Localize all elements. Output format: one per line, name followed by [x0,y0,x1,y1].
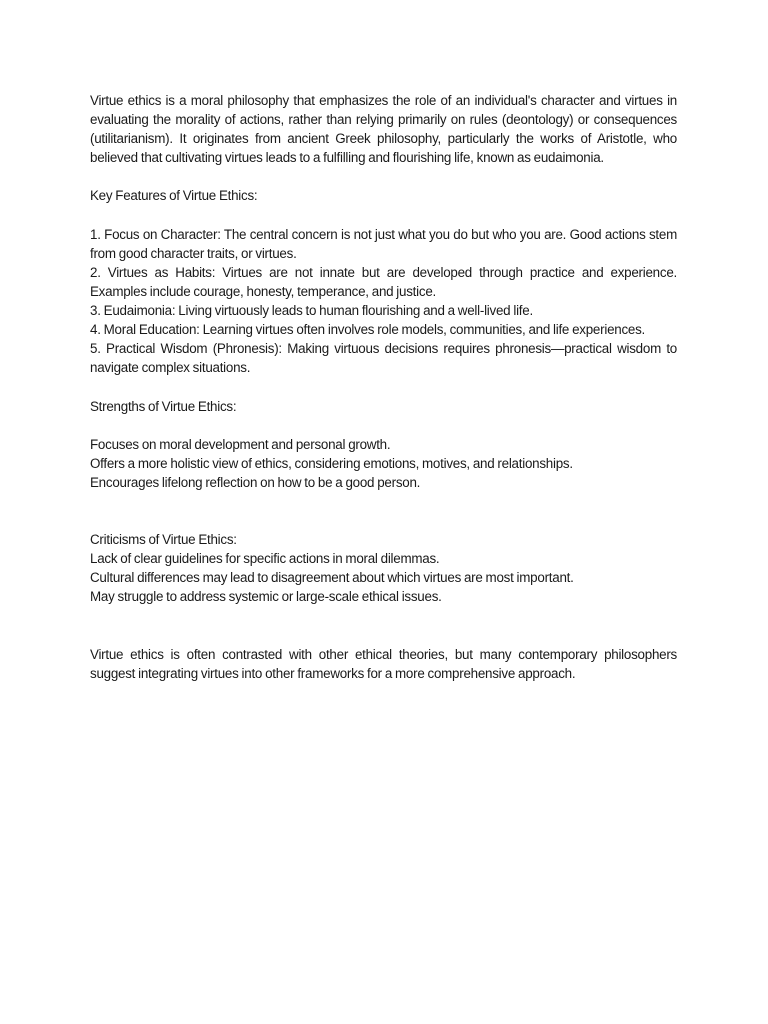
key-feature-item-3: 3. Eudaimonia: Living virtuously leads to human flourishing and a well-lived life. [90,303,533,319]
strength-item-2: Offers a more holistic view of ethics, considering emotions, motives, and relationships. [90,455,573,471]
key-feature-item-5: 5. Practical Wisdom (Phronesis): Making virtuous decisions requires phronesis—practical wisdom to navigate complex situations. [90,341,677,376]
strengths-heading: Strengths of Virtue Ethics: [90,398,237,414]
criticism-item-3: May struggle to address systemic or large-scale ethical issues. [90,589,442,605]
key-feature-item-1: 1. Focus on Character: The central concern is not just what you do but who you are. Good actions stem from good character traits, or virtues. [90,226,677,261]
strength-item-1: Focuses on moral development and personal growth. [90,436,391,452]
criticism-item-1: Lack of clear guidelines for specific actions in moral dilemmas. [90,551,440,567]
spacer [90,626,677,645]
intro-paragraph: Virtue ethics is a moral philosophy that emphasizes the role of an individual's character and virtues in evaluating the morality of actions, rather than relying primarily on rules (deontology) or consequences (utilitarianism). It originates from ancient Greek philosophy, particularly the works of Aristotle, who believed that cultivating virtues leads to a fulfilling and flourishing life, known as eudaimonia. [90,93,677,166]
spacer [90,167,677,186]
key-feature-item-4: 4. Moral Education: Learning virtues often involves role models, communities, and life experiences. [90,322,646,338]
document-body [90,91,677,683]
key-features-heading: Key Features of Virtue Ethics: [90,188,258,204]
strength-item-3: Encourages lifelong reflection on how to be a good person. [90,474,421,490]
spacer [90,607,677,626]
conclusion-paragraph: Virtue ethics is often contrasted with other ethical theories, but many contemporary philosophers suggest integrating virtues into other frameworks for a more comprehensive approach. [90,646,677,681]
spacer [90,492,677,511]
key-feature-item-2: 2. Virtues as Habits: Virtues are not innate but are developed through practice and experience. Examples include courage, honesty, temperance, and justice. [90,264,677,299]
criticisms-heading: Criticisms of Virtue Ethics: [90,532,237,548]
criticism-item-2: Cultural differences may lead to disagreement about which virtues are most important. [90,570,574,586]
spacer [90,416,677,435]
spacer [90,511,677,530]
spacer [90,377,677,396]
spacer [90,206,677,225]
